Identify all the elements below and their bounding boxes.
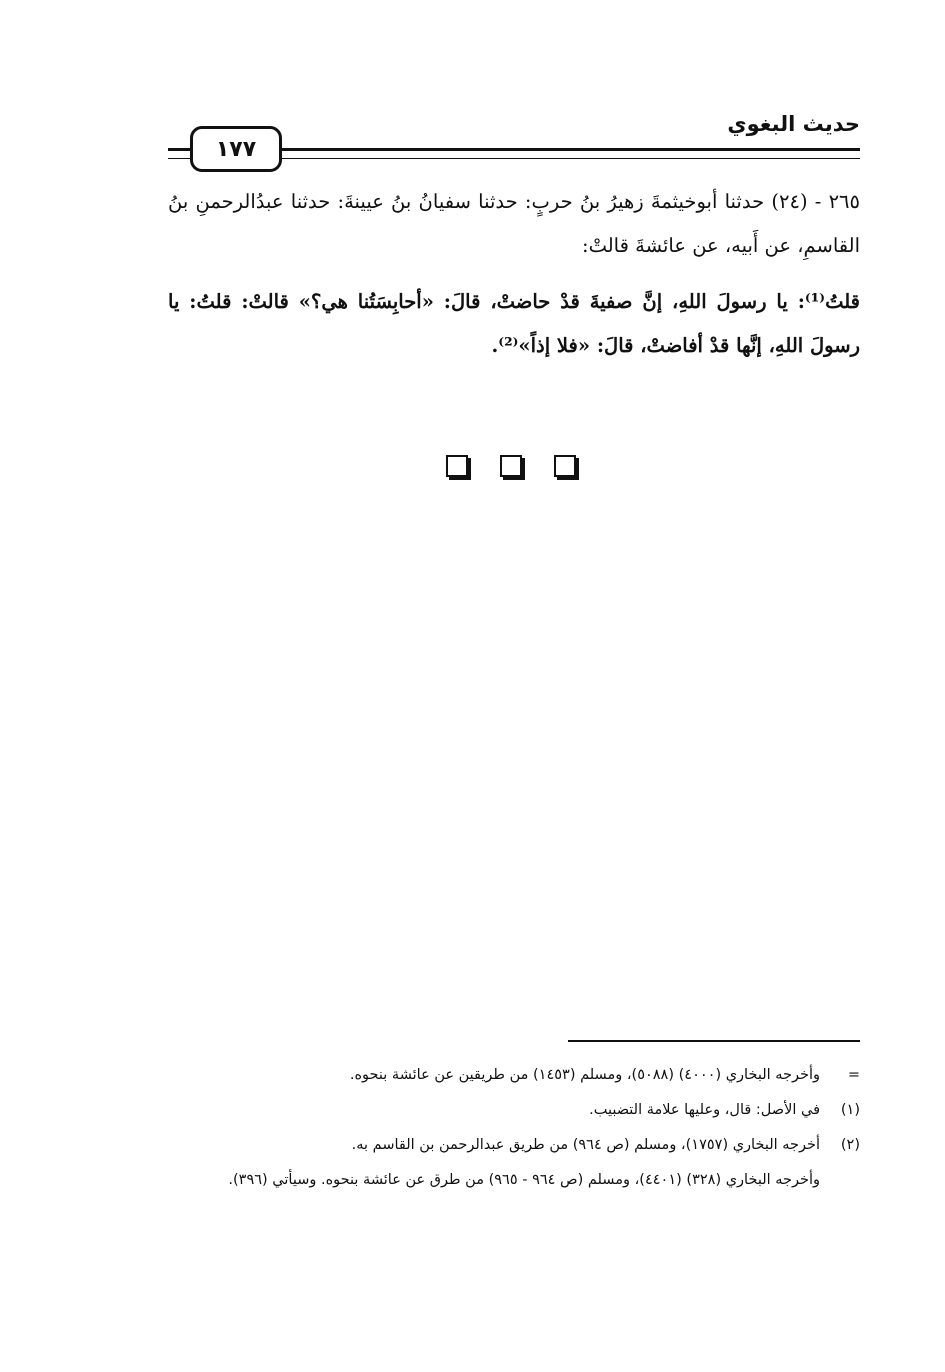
footnote-1 xyxy=(168,1093,860,1128)
running-title: حديث البغوي xyxy=(727,112,860,136)
separator-square-icon xyxy=(500,455,522,477)
hadith-isnad-paragraph: ٢٦٥ - (٢٤) حدثنا أبوخيثمةَ زهيرُ بنُ حربٍ: حدثنا سفيانُ بنُ عيينةَ: حدثنا عبدُالرحمنِ بنُ القاسمِ، عن أَبيه، عن عائشةَ قالتْ: xyxy=(168,190,860,257)
footnote-2 xyxy=(168,1128,860,1163)
footnote-text: في الأصل: قال، وعليها علامة التضبيب. xyxy=(589,1102,820,1118)
section-separator xyxy=(446,455,576,483)
footnote-text: أخرجه البخاري (١٧٥٧)، ومسلم (ص ٩٦٤) من طريق عبدالرحمن بن القاسم به. xyxy=(351,1137,820,1153)
footnote-text: وأخرجه البخاري (٣٢٨) (٤٤٠١)، ومسلم (ص ٩٦٤ - ٩٦٥) من طرق عن عائشة بنحوه. وسيأتي (٣٩٦). xyxy=(228,1172,820,1188)
footnote-2-continued xyxy=(168,1163,860,1198)
separator-square-icon xyxy=(446,455,468,477)
footnote-marker: = xyxy=(847,1067,860,1083)
footnote-rule xyxy=(568,1040,860,1042)
footnote-text: وأخرجه البخاري (٤٠٠٠) (٥٠٨٨)، ومسلم (١٤٥٣) من طريقين عن عائشة بنحوه. xyxy=(349,1067,820,1083)
main-text xyxy=(168,180,860,368)
separator-square-icon xyxy=(554,455,576,477)
footnotes xyxy=(168,1058,860,1198)
page-number: ١٧٧ xyxy=(190,126,282,172)
hadith-matn-paragraph: قلتُ⁽¹⁾: يا رسولَ اللهِ، إنَّ صفيةَ قدْ حاضتْ، قالَ: «أحابِسَتُنا هي؟» قالتْ: قلتُ: يا رسولَ اللهِ، إنَّها قدْ أفاضتْ، قالَ: «فلا إذاً»⁽²⁾. xyxy=(168,290,860,357)
footnote-continuation xyxy=(168,1058,860,1093)
page-header xyxy=(168,112,860,172)
footnote-marker: (١) xyxy=(840,1102,860,1118)
footnote-marker: (٢) xyxy=(840,1137,860,1153)
